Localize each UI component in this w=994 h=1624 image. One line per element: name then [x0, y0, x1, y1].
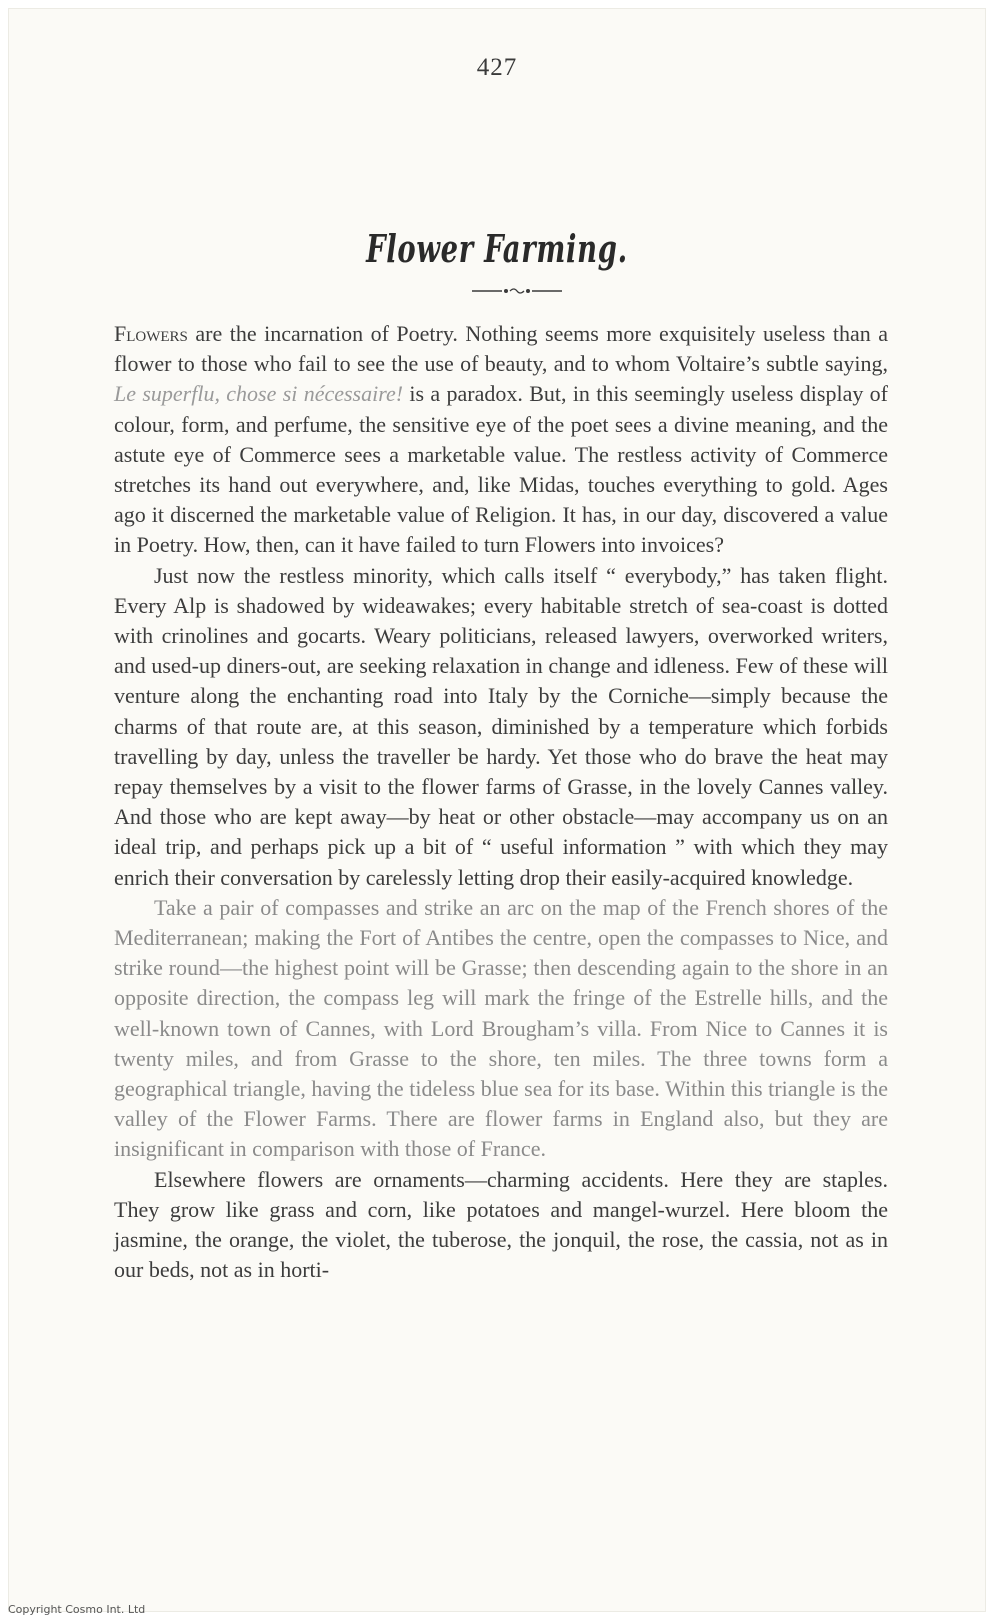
article-body [114, 319, 888, 1286]
page-number: 427 [476, 54, 518, 81]
document-page [8, 8, 986, 1612]
article-title: Flower Farming. [366, 226, 628, 271]
voltaire-quote: Le superflu, chose si nécessaire! [114, 381, 404, 407]
paragraph-1 [114, 319, 888, 561]
paragraph-lead-word: Flowers [114, 321, 188, 346]
paragraph-4: Elsewhere flowers are ornaments—charming accidents. Here they are staples. They grow like grass and corn, like potatoes and mangel-wurzel. Here bloom the jasmine, the orange, the violet, the tuberose, the jonquil, the rose, the cassia, not as in our beds, not as in horti- [114, 1166, 888, 1283]
paragraph-2: Just now the restless minority, which calls itself “ everybody,” has taken flight. Every Alp is shadowed by wideawakes; every habitable stretch of sea-coast is dotted with crinolines and gocarts. Weary politicians, released lawyers, overworked writers, and used-up diners-out, are seeking relaxation in change and idleness. Few of these will venture along the enchanting road into Italy by the Corniche—simply because the charms of that route are, at this season, diminished by a temperature which forbids travelling by day, unless the traveller be hardy. Yet those who do brave the heat may repay themselves by a visit to the flower farms of Grasse, in the lovely Cannes valley. And those who are kept away—by heat or other obstacle—may accompany us on an ideal trip, and perhaps pick up a bit of “ useful information ” with which they may enrich their conversation by carelessly letting drop their easily-acquired knowledge. [114, 562, 888, 890]
paragraph-1-tail: is a paradox. But, in this seemingly useless display of colour, form, and perfume, the sensitive eye of the poet sees a divine meaning, and the astute eye of Commerce sees a marketable value. The restless activity of Commerce stretches its hand out everywhere, and, like Midas, touches everything to gold. Ages ago it discerned the marketable value of Religion. It has, in our day, discovered a value in Poetry. How, then, can it have failed to turn Flowers into invoices? [114, 381, 889, 558]
paragraph-3: Take a pair of compasses and strike an arc on the map of the French shores of the Mediterranean; making the Fort of Antibes the centre, open the compasses to Nice, and strike round—the highest point will be Grasse; then descending again to the shore in an opposite direction, the compass leg will mark the fringe of the Estrelle hills, and the well-known town of Cannes, with Lord Brougham’s villa. From Nice to Cannes it is twenty miles, and from Grasse to the shore, ten miles. The three towns form a geographical triangle, having the tideless blue sea for its base. Within this triangle is the valley of the Flower Farms. There are flower farms in England also, but they are insignificant in comparison with those of France. [114, 894, 888, 1162]
paragraph-1-text: are the incarnation of Poetry. Nothing seems more exquisitely useless than a flower to those who fail to see the use of beauty, and to whom Voltaire’s subtle saying, [114, 321, 888, 377]
title-ornament [472, 286, 562, 296]
copyright-notice: Copyright Cosmo Int. Ltd [8, 1603, 146, 1616]
